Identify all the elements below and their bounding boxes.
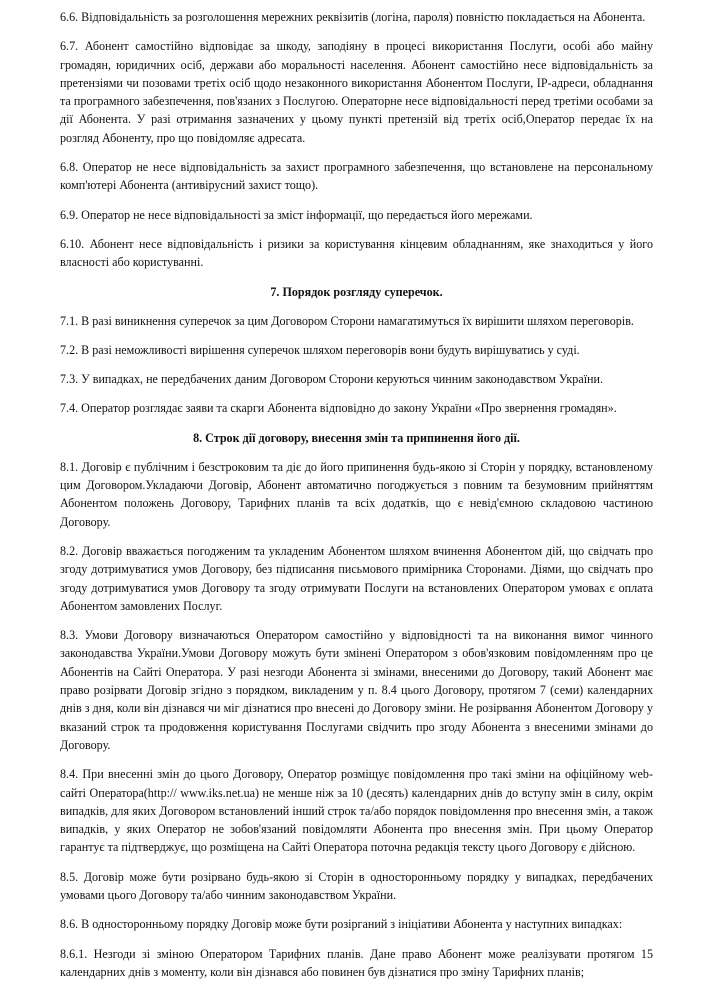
paragraph-8-5: 8.5. Договір може бути розірвано будь-якою зі Сторін в односторонньому порядку у випадках, передбачених умовами цього Договору та/або чинним законодавством України. [60,869,653,902]
paragraph-7-4: 7.4. Оператор розглядає заяви та скарги Абонента відповідно до закону України «Про звернення громадян». [60,401,617,416]
paragraph-7-1: 7.1. В разі виникнення суперечок за цим Договором Сторони намагатимуться їх вирішити шляхом переговорів. [60,313,634,328]
paragraph-7-3: 7.3. У випадках, не передбачених даним Договором Сторони керуються чинним законодавством України. [60,372,604,387]
paragraph-8-6-1: 8.6.1. Незгоди зі зміною Оператором Тарифних планів. Дане право Абонент може реалізувати протягом 15 календарних днів з моменту, коли він дізнався або повинен був дізнатися про зміну Тарифних планів; [60,946,653,979]
paragraph-8-2: 8.2. Договір вважається погодженим та укладеним Абонентом шляхом вчинення Абонентом дій, що свідчать про згоду дотримуватися умов Договору, без підписання письмового примірника Сторонами. Діями, що свідчать про згоду дотримуватися умов Договору та згоду отримувати Послуги на встановлених Оператором умовах є оплата Абонентом замовлених Послуг. [60,543,653,613]
paragraph-6-10: 6.10. Абонент несе відповідальність і ризики за користування кінцевим обладнанням, яке знаходиться у його власності або користуванні. [60,236,653,270]
paragraph-7-2: 7.2. В разі неможливості вирішення суперечок шляхом переговорів вони будуть вирішуватись у суді. [60,342,580,357]
paragraph-6-6: 6.6. Відповідальність за розголошення мережних реквізитів (логіна, пароля) повністю покладається на Абонента. [60,10,646,24]
paragraph-8-4: 8.4. При внесенні змін до цього Договору, Оператор розміщує повідомлення про такі зміни на офіційному web-сайті Оператора(http:// www.iks.net.ua) не менше ніж за 10 (десять) календарних днів до вступу змін в силу, окрім випадків, для яких Договором встановлений інший строк та/або порядок повідомлення про внесення змін, а також випадків, у яких Оператор не зобов'язаний повідомляти Абонента про внесення змін. При цьому Оператор гарантує та підтверджує, що розміщена на Сайті Оператора поточна редакція тексту цього Договору є дійсною. [60,767,653,855]
paragraph-8-1: 8.1. Договір є публічним і безстроковим та діє до його припинення будь-якою зі Сторін у порядку, встановленому цим Договором.Укладаючи Договір, Абонент автоматично погоджується з повним та безумовним прийняттям Абонентом положень Договору, Тарифних планів та всіх додатків, що є невід'ємною складовою частиною Договору. [60,459,653,529]
paragraph-6-7: 6.7. Абонент самостійно відповідає за шкоду, заподіяну в процесі використання Послуги, особі або майну громадян, юридичних осіб, держави або моральності населення. Абонент самостійно несе відповідальність за претензіями чи позовами третіх осіб щодо незаконного використання Абонентом Послуги, IP-адреси, обладнання та програмного забезпечення, пов'язаних з Послугою. Операторне несе відповідальності перед третіми особами за дії Абонента. У разі отримання зазначених у цьому пункті претензій від третіх осіб,Оператор передає їх на розгляд Абоненту, про що повідомляє адресата. [60,39,653,145]
paragraph-8-3: 8.3. Умови Договору визначаються Оператором самостійно у відповідності та на виконання вимог чинного законодавства України.Умови Договору можуть бути змінені Оператором з обов'язковим повідомленням про це Абонентів на Сайті Оператора. У разі незгоди Абонента зі змінами, внесеними до Договору, такий Абонент має право розірвати Договір згідно з порядком, викладеним у п. 8.4 цього Договору, протягом 7 (семи) календарних днів з дня, коли він дізнався чи міг дізнатися про внесені до Договору зміни. Не розірвання Абонентом Договору у вказаний строк та продовження користування Послугами свідчить про згоду Абонента з внесеними змінами до Договору. [60,628,653,752]
section-8-heading: 8. Строк дії договору, внесення змін та припинення його дії. [193,430,520,445]
section-7-heading: 7. Порядок розгляду суперечок. [270,284,443,299]
paragraph-6-8: 6.8. Оператор не несе відповідальність за захист програмного забезпечення, що встановлене на персональному комп'ютері Абонента (антивірусний захист тощо). [60,160,653,193]
paragraph-6-9: 6.9. Оператор не несе відповідальності за зміст інформації, що передається його мережами. [60,207,533,222]
paragraph-8-6: 8.6. В односторонньому порядку Договір може бути розірганий з ініціативи Абонента у наступних випадках: [60,917,623,932]
